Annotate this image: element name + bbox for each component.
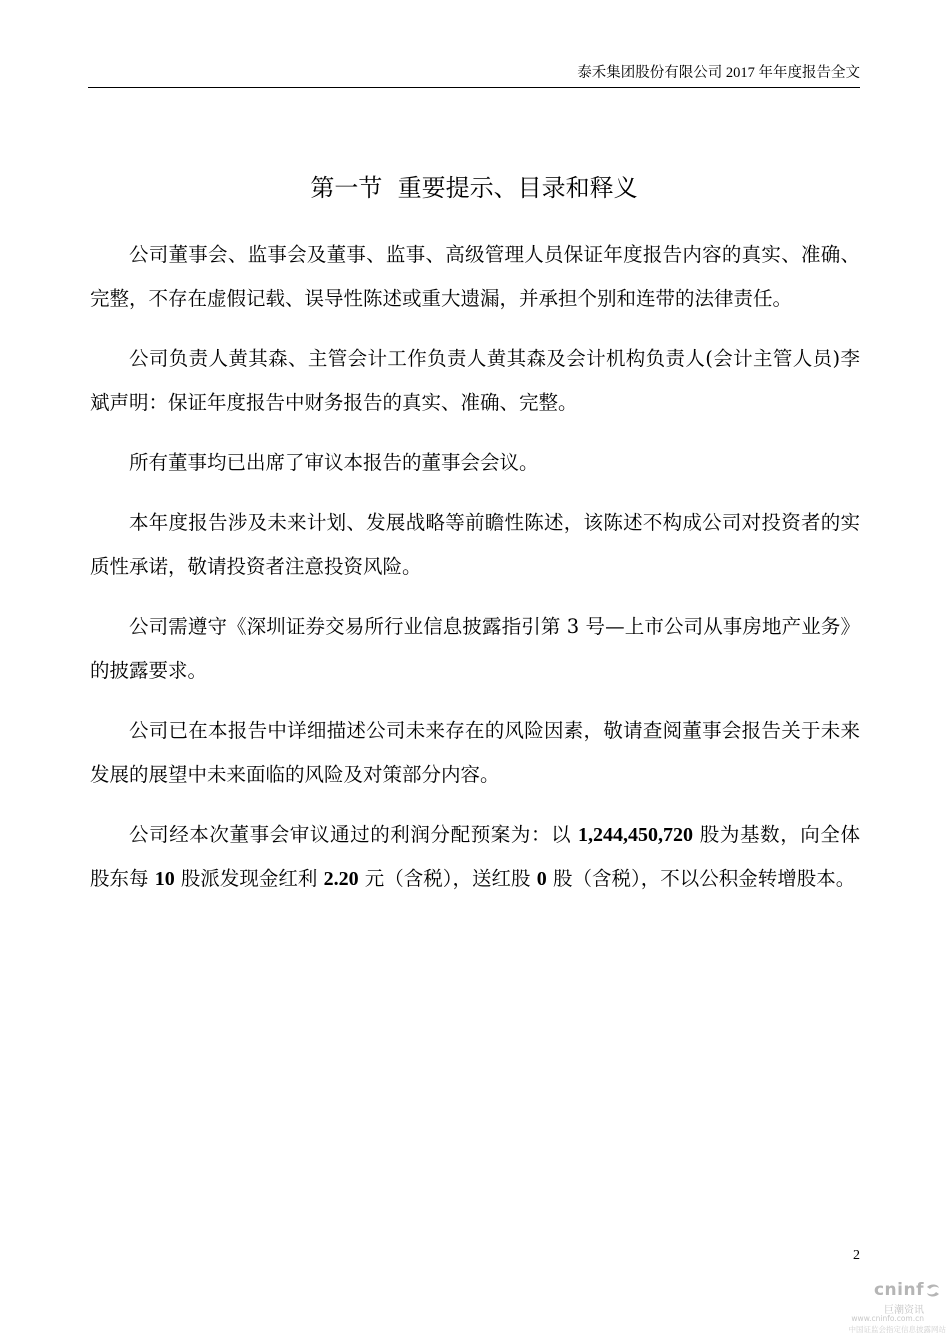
section-title: 第一节 重要提示、目录和释义 [310, 174, 638, 203]
profit-text-2: 股为基数，向全体股东每 [90, 823, 860, 890]
share-base-value: 1,244,450,720 [578, 824, 693, 846]
profit-text-1: 公司经本次董事会审议通过的利润分配预案为：以 [129, 823, 578, 846]
cninfo-watermark [838, 1280, 946, 1340]
page-number: 2 [853, 1248, 860, 1263]
watermark-brand-cn: 巨潮资讯 [884, 1305, 924, 1316]
profit-text-3: 股派发现金红利 [174, 867, 324, 890]
profit-text-4: 元（含税），送红股 [358, 867, 537, 890]
paragraph-responsibility: 公司董事会、监事会及董事、监事、高级管理人员保证年度报告内容的真实、准确、完整，不存在虚假记载、误导性陈述或重大遗漏，并承担个别和连带的法律责任。 [90, 243, 860, 310]
header-rule [88, 87, 860, 88]
cash-dividend-value: 2.20 [323, 868, 359, 890]
watermark-brand: cninf [873, 1280, 924, 1300]
watermark-tagline: 中国证监会指定信息披露网站 [848, 1325, 946, 1334]
paragraph-risk-factors: 公司已在本报告中详细描述公司未来存在的风险因素，敬请查阅董事会报告关于未来发展的展望中未来面临的风险及对策部分内容。 [90, 719, 860, 786]
bonus-shares-value: 0 [536, 868, 547, 890]
paragraph-financial-statement: 公司负责人黄其森、主管会计工作负责人黄其森及会计机构负责人(会计主管人员)李斌声明：保证年度报告中财务报告的真实、准确、完整。 [90, 347, 860, 414]
paragraph-profit-distribution [90, 813, 860, 901]
paragraph-disclosure-guideline: 公司需遵守《深圳证券交易所行业信息披露指引第 3 号—上市公司从事房地产业务》的披露要求。 [90, 615, 860, 682]
profit-text-5: 股（含税），不以公积金转增股本。 [546, 867, 856, 890]
per-shares-value: 10 [154, 868, 175, 890]
document-body [90, 233, 860, 917]
running-header: 泰禾集团股份有限公司 2017 年年度报告全文 [577, 65, 860, 81]
swoosh-logo-icon [924, 1282, 942, 1300]
watermark-url: www.cninfo.com.cn [851, 1314, 924, 1323]
paragraph-forward-looking: 本年度报告涉及未来计划、发展战略等前瞻性陈述，该陈述不构成公司对投资者的实质性承诺，敬请投资者注意投资风险。 [90, 511, 860, 578]
paragraph-attendance: 所有董事均已出席了审议本报告的董事会会议。 [129, 451, 539, 474]
